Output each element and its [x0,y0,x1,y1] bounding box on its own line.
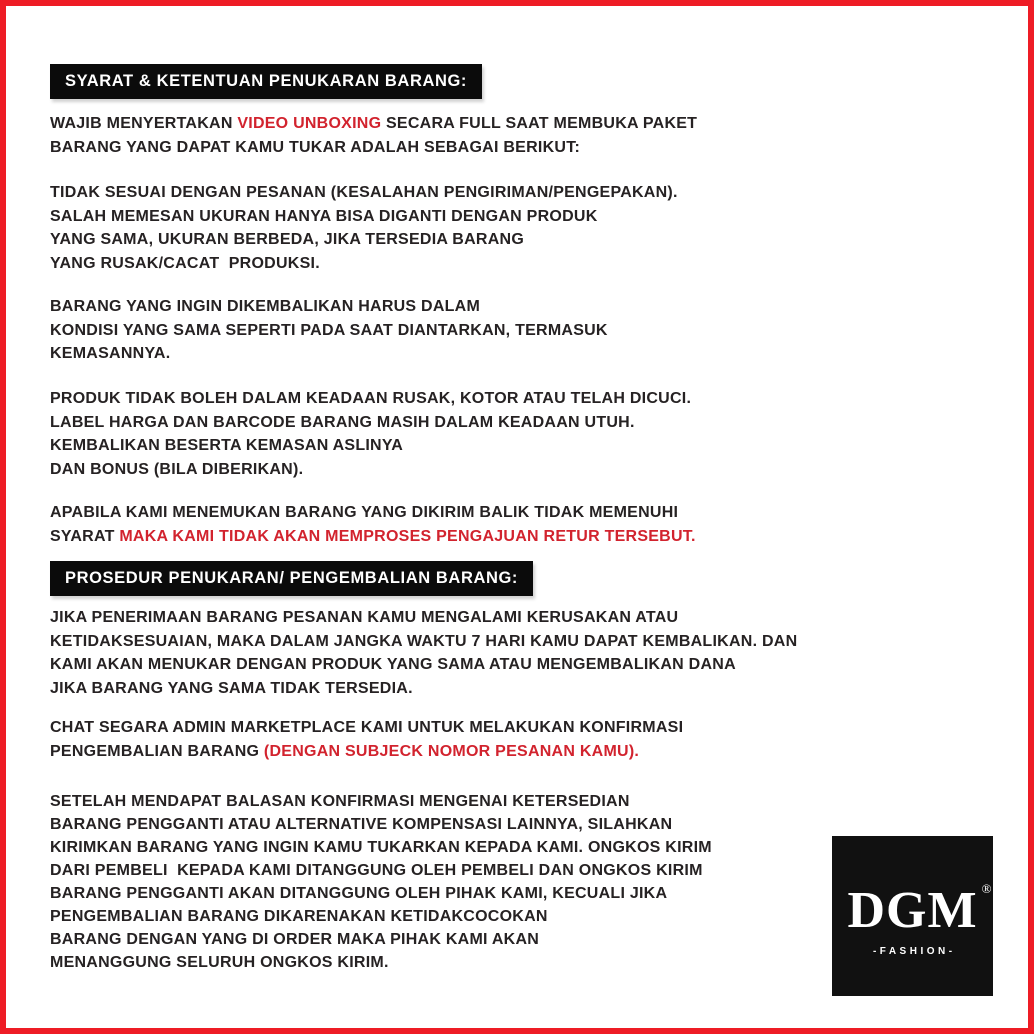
text-line: KAMI AKAN MENUKAR DENGAN PRODUK YANG SAMA ATAU MENGEMBALIKAN DANA [50,656,736,673]
text-line: KETIDAKSESUAIAN, MAKA DALAM JANGKA WAKTU 7 HARI KAMU DAPAT KEMBALIKAN. DAN [50,632,798,650]
dgm-fashion-logo [832,836,993,996]
text-line: KEMBALIKAN BESERTA KEMASAN ASLINYA [50,437,404,454]
text-line: SETELAH MENDAPAT BALASAN KONFIRMASI MENGENAI KETERSEDIAN [50,793,630,810]
paragraph-eligible-items [50,181,678,275]
text-segment: SECARA FULL SAAT MEMBUKA PAKET [381,115,698,132]
text-segment: PENGEMBALIAN BARANG [50,742,264,760]
text-line: BARANG YANG DAPAT KAMU TUKAR ADALAH SEBAGAI BERIKUT: [50,138,581,156]
highlight-subject-order-number: (DENGAN SUBJECK NOMOR PESANAN KAMU). [263,742,640,760]
text-line: BARANG PENGGANTI ATAU ALTERNATIVE KOMPENSASI LAINNYA, SILAHKAN [50,816,673,833]
highlight-no-retur: MAKA KAMI TIDAK AKAN MEMPROSES PENGAJUAN RETUR TERSEBUT. [119,527,696,545]
text-line: BARANG DENGAN YANG DI ORDER MAKA PIHAK KAMI AKAN [50,931,540,948]
text-line: YANG RUSAK/CACAT PRODUKSI. [50,254,320,272]
logo-brand-name: DGM [847,882,978,939]
text-line: MENANGGUNG SELURUH ONGKOS KIRIM. [50,954,389,971]
text-line: BARANG YANG INGIN DIKEMBALIKAN HARUS DALAM [50,298,481,315]
paragraph-return-condition [50,295,608,366]
text-segment: WAJIB MENYERTAKAN [50,115,238,132]
text-line: KEMASANNYA. [50,345,171,362]
paragraph-shipping-cost [50,790,712,974]
text-line: CHAT SEGARA ADMIN MARKETPLACE KAMI UNTUK MELAKUKAN KONFIRMASI [50,719,684,736]
text-line: JIKA PENERIMAAN BARANG PESANAN KAMU MENGALAMI KERUSAKAN ATAU [50,609,679,626]
text-line: JIKA BARANG YANG SAMA TIDAK TERSEDIA. [50,679,413,697]
text-line [50,740,683,764]
highlight-video-unboxing: VIDEO UNBOXING [237,115,382,132]
text-line: BARANG PENGGANTI AKAN DITANGGUNG OLEH PIHAK KAMI, KECUALI JIKA [50,885,668,902]
text-line [50,525,696,549]
text-line: PRODUK TIDAK BOLEH DALAM KEADAAN RUSAK, KOTOR ATAU TELAH DICUCI. [50,390,692,407]
text-line: SALAH MEMESAN UKURAN HANYA BISA DIGANTI DENGAN PRODUK [50,207,598,225]
text-line: DAN BONUS (BILA DIBERIKAN). [50,460,304,478]
paragraph-warning [50,501,696,548]
paragraph-chat-admin [50,716,683,763]
text-line [50,112,697,136]
paragraph-unboxing [50,112,697,159]
paragraph-damage-claim [50,606,797,700]
procedure-section-header: PROSEDUR PENUKARAN/ PENGEMBALIAN BARANG: [50,561,533,596]
text-line: TIDAK SESUAI DENGAN PESANAN (KESALAHAN PENGIRIMAN/PENGEPAKAN). [50,184,678,201]
text-line: KONDISI YANG SAMA SEPERTI PADA SAAT DIANTARKAN, TERMASUK [50,321,608,339]
text-line: PENGEMBALIAN BARANG DIKARENAKAN KETIDAKCOCOKAN [50,908,548,925]
text-line: APABILA KAMI MENEMUKAN BARANG YANG DIKIRIM BALIK TIDAK MEMENUHI [50,504,679,521]
text-line: YANG SAMA, UKURAN BERBEDA, JIKA TERSEDIA BARANG [50,231,525,248]
text-segment: SYARAT [50,527,120,545]
terms-section-header: SYARAT & KETENTUAN PENUKARAN BARANG: [50,64,482,99]
paragraph-product-state [50,387,691,481]
text-line: DARI PEMBELI KEPADA KAMI DITANGGUNG OLEH PEMBELI DAN ONGKOS KIRIM [50,862,703,879]
registered-trademark-icon: ® [981,881,993,896]
text-line: LABEL HARGA DAN BARCODE BARANG MASIH DALAM KEADAAN UTUH. [50,413,635,431]
logo-brand-text [847,881,993,939]
logo-tagline: -FASHION- [872,946,956,957]
text-line: KIRIMKAN BARANG YANG INGIN KAMU TUKARKAN KEPADA KAMI. ONGKOS KIRIM [50,839,712,856]
